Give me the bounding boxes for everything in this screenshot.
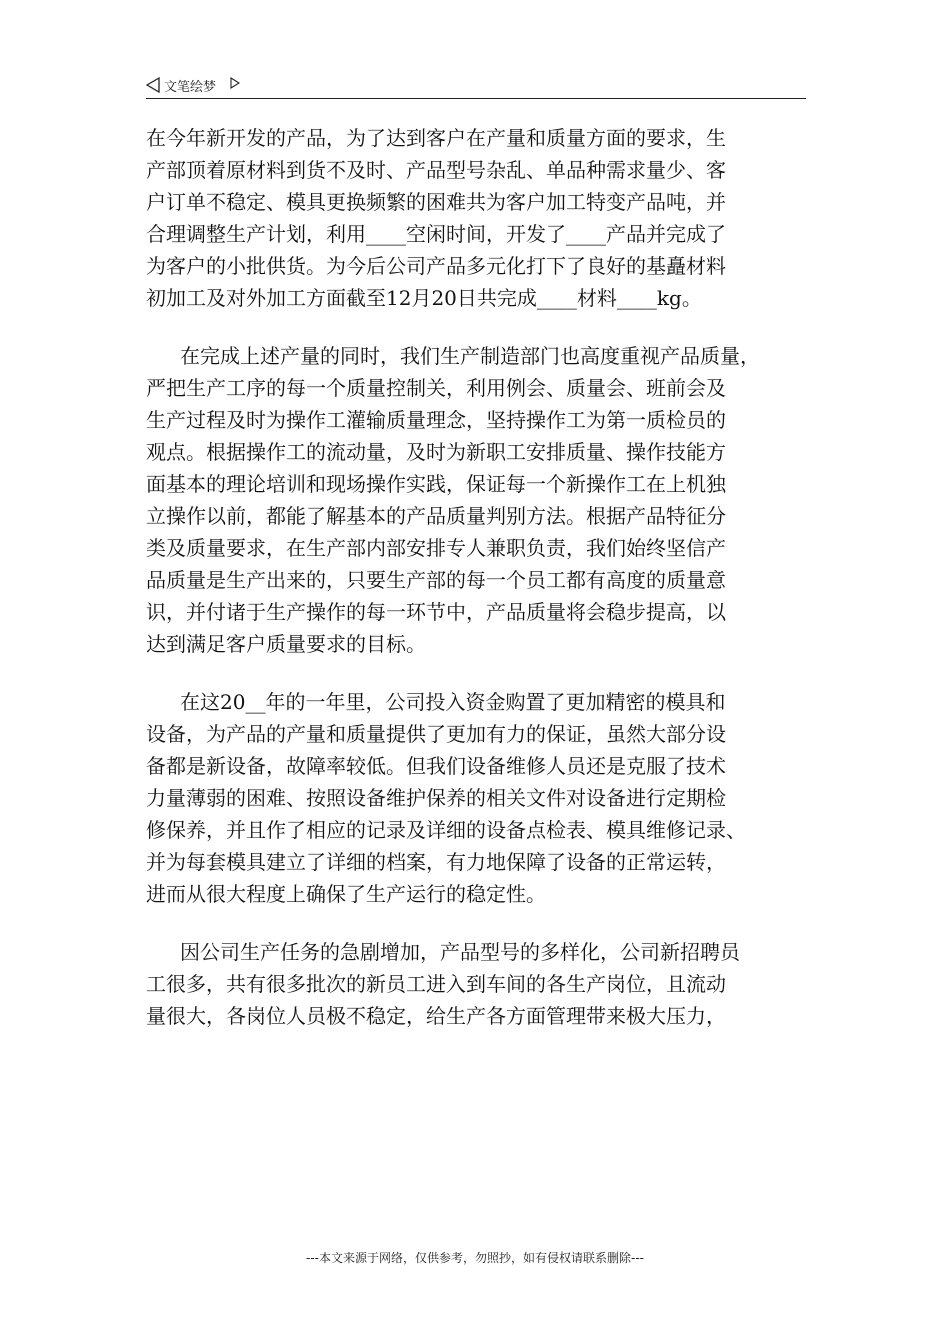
text-line: 设备，为产品的产量和质量提供了更加有力的保证，虽然大部分设 <box>146 722 726 746</box>
triangle-left-icon <box>146 77 160 93</box>
text-line: 观点。根据操作工的流动量，及时为新职工安排质量、操作技能方 <box>146 440 726 464</box>
header-title: 文笔绘梦 <box>164 80 217 95</box>
text-line: 备都是新设备，故障率较低。但我们设备维修人员还是克服了技术 <box>146 754 726 778</box>
paragraph-production <box>146 122 814 314</box>
footer-disclaimer: ---本文来源于网络，仅供参考，勿照抄，如有侵权请联系删除--- <box>306 1251 644 1265</box>
text-line: 面基本的理论培训和现场操作实践，保证每一个新操作工在上机独 <box>146 472 726 496</box>
text-line: 因公司生产任务的急剧增加，产品型号的多样化，公司新招聘员 <box>180 940 740 964</box>
text-line: 类及质量要求，在生产部内部安排专人兼职负责，我们始终坚信产 <box>146 536 726 560</box>
text-line: 初加工及对外加工方面截至12月20日共完成____材料____kg。 <box>146 286 702 310</box>
text-line: 生产过程及时为操作工灌输质量理念，坚持操作工为第一质检员的 <box>146 408 726 432</box>
page-header <box>146 74 806 99</box>
text-line: 严把生产工序的每一个质量控制关，利用例会、质量会、班前会及 <box>146 376 726 400</box>
paragraph-quality <box>146 340 814 660</box>
text-line: 并为每套模具建立了详细的档案，有力地保障了设备的正常运转， <box>146 850 726 874</box>
text-line: 合理调整生产计划，利用____空闲时间，开发了____产品并完成了 <box>146 222 726 246</box>
paragraph-equipment <box>146 686 814 910</box>
paragraph-staffing <box>146 936 814 1032</box>
text-line: 为客户的小批供货。为今后公司产品多元化打下了良好的基矗材料 <box>146 254 726 278</box>
text-line: 在完成上述产量的同时，我们生产制造部门也高度重视产品质量， <box>180 344 760 368</box>
text-line: 产部顶着原材料到货不及时、产品型号杂乱、单品种需求量少、客 <box>146 158 726 182</box>
text-line: 工很多，共有很多批次的新员工进入到车间的各生产岗位，且流动 <box>146 972 726 996</box>
text-line: 品质量是生产出来的，只要生产部的每一个员工都有高度的质量意 <box>146 568 726 592</box>
document-body <box>146 122 814 1058</box>
text-line: 在今年新开发的产品，为了达到客户在产量和质量方面的要求，生 <box>146 126 726 150</box>
text-line: 量很大，各岗位人员极不稳定，给生产各方面管理带来极大压力， <box>146 1004 726 1028</box>
text-line: 修保养，并且作了相应的记录及详细的设备点检表、模具维修记录、 <box>146 818 746 842</box>
text-line: 力量薄弱的困难、按照设备维护保养的相关文件对设备进行定期检 <box>146 786 726 810</box>
text-line: 识，并付诸于生产操作的每一环节中，产品质量将会稳步提高，以 <box>146 600 726 624</box>
triangle-right-icon <box>230 77 240 89</box>
text-line: 达到满足客户质量要求的目标。 <box>146 632 426 656</box>
text-line: 在这20__年的一年里，公司投入资金购置了更加精密的模具和 <box>180 690 726 714</box>
text-line: 户订单不稳定、模具更换频繁的困难共为客户加工特变产品吨，并 <box>146 190 726 214</box>
text-line: 进而从很大程度上确保了生产运行的稳定性。 <box>146 882 546 906</box>
text-line: 立操作以前，都能了解基本的产品质量判别方法。根据产品特征分 <box>146 504 726 528</box>
